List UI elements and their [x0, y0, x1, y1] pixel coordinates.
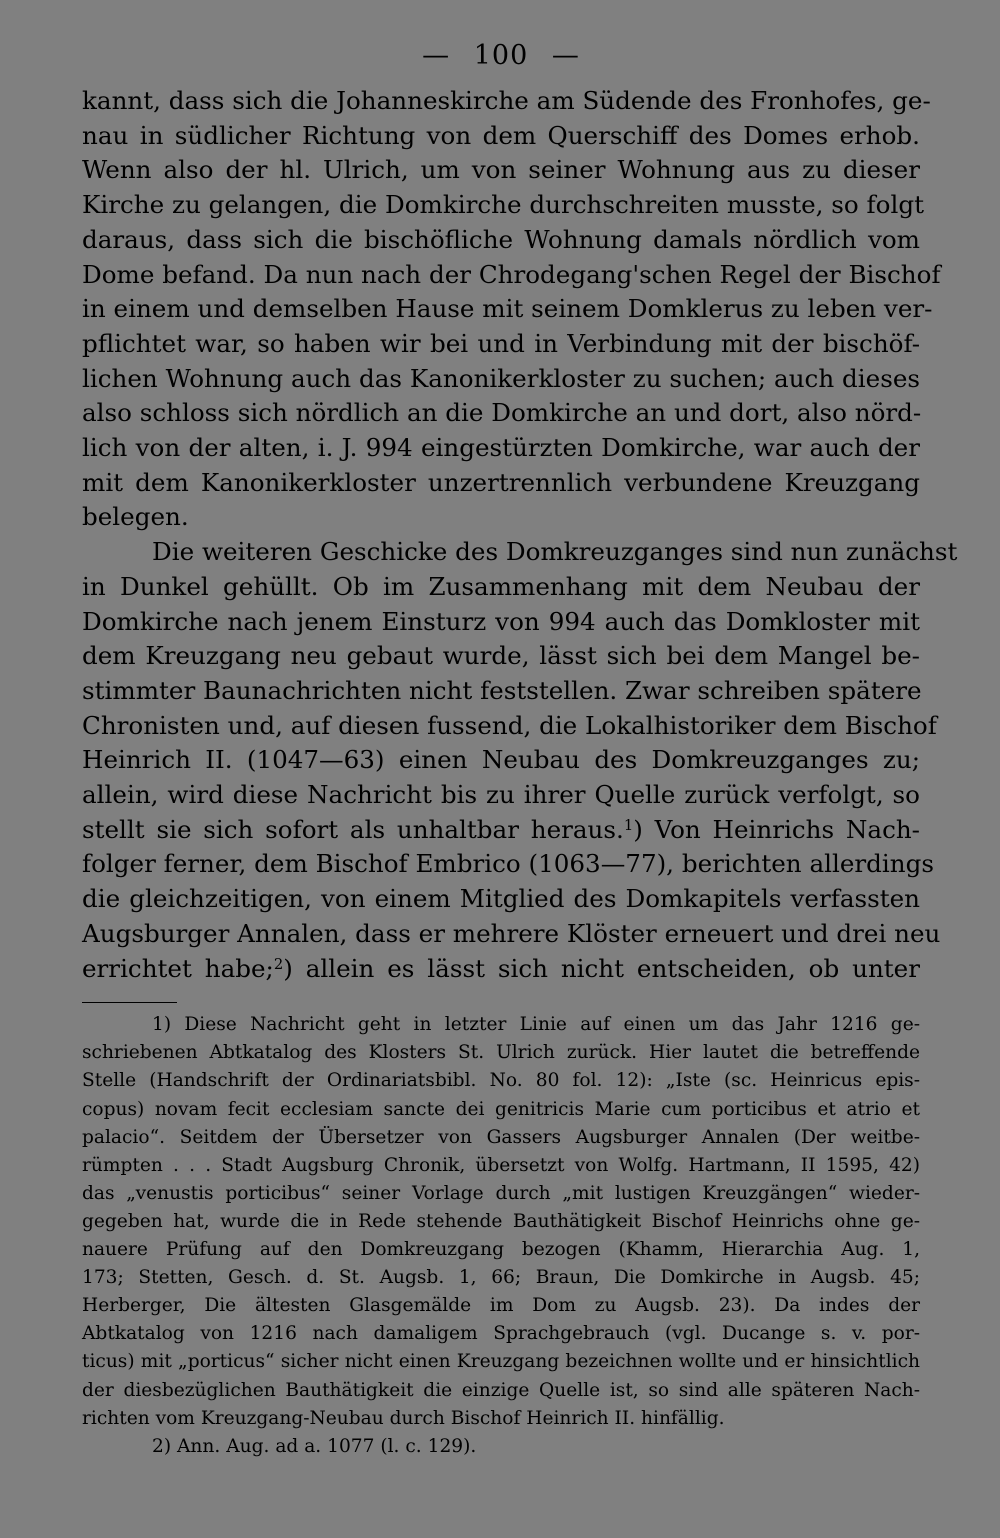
- text-line: folger ferner, dem Bischof Embrico (1063—77), berichten allerdings: [82, 849, 934, 879]
- footnote-line: schriebenen Abtkatalog des Klosters St. Ulrich zurück. Hier lautet die betreffende: [82, 1042, 920, 1064]
- text-line: lichen Wohnung auch das Kanonikerkloster zu suchen; auch dieses: [82, 363, 920, 393]
- text-line: Die weiteren Geschicke des Domkreuzganges sind nun zunächst: [152, 537, 958, 567]
- footnote-line: 173; Stetten, Gesch. d. St. Augsb. 1, 66; Braun, Die Domkirche in Augsb. 45;: [82, 1267, 920, 1289]
- page-number-dash-right: —: [551, 40, 580, 71]
- text-line: allein, wird diese Nachricht bis zu ihrer Quelle zurück verfolgt, so: [82, 780, 920, 810]
- footnote-line: 2) Ann. Aug. ad a. 1077 (l. c. 129).: [152, 1435, 477, 1457]
- page-number-dash-left: —: [422, 40, 451, 71]
- footnote-line: nauere Prüfung auf den Domkreuzgang bezogen (Khamm, Hierarchia Aug. 1,: [82, 1239, 920, 1261]
- text-segment: stellt sie sich sofort als unhaltbar heraus.: [82, 814, 624, 844]
- text-line: Domkirche nach jenem Einsturz von 994 auch das Domkloster mit: [82, 606, 920, 636]
- footnote-line: palacio“. Seitdem der Übersetzer von Gassers Augsburger Annalen (Der weitbe-: [82, 1126, 920, 1148]
- footnote-line: rümpten . . . Stadt Augsburg Chronik, übersetzt von Wolfg. Hartmann, II 1595, 42): [82, 1154, 920, 1176]
- text-segment: errichtet habe;: [82, 953, 274, 983]
- text-line: Heinrich II. (1047—63) einen Neubau des Domkreuzganges zu;: [82, 745, 920, 775]
- text-line: Chronisten und, auf diesen fussend, die Lokalhistoriker dem Bischof: [82, 710, 937, 740]
- footnote-line: ticus) mit „porticus“ sicher nicht einen Kreuzgang bezeichnen wollte und er hinsichtlich: [82, 1351, 920, 1373]
- text-line: lich von der alten, i. J. 994 eingestürzten Domkirche, war auch der: [82, 433, 920, 463]
- page-number: 100: [473, 40, 529, 71]
- footnote-line: 1) Diese Nachricht geht in letzter Linie auf einen um das Jahr 1216 ge-: [152, 1014, 920, 1036]
- text-line: die gleichzeitigen, von einem Mitglied des Domkapitels verfassten: [82, 884, 920, 914]
- footnote-line: Abtkatalog von 1216 nach damaligem Sprachgebrauch (vgl. Ducange s. v. por-: [82, 1323, 920, 1345]
- text-segment: allein es lässt sich nicht entscheiden, ob unter: [305, 953, 920, 983]
- footnote-ref-1: 1: [623, 816, 634, 834]
- footnote-divider: [82, 1002, 177, 1003]
- page-number-line: [82, 40, 920, 72]
- text-line: mit dem Kanonikerkloster unzertrennlich verbundene Kreuzgang: [82, 467, 920, 497]
- footnote-line: Herberger, Die ältesten Glasgemälde im Dom zu Augsb. 23). Da indes der: [82, 1295, 920, 1317]
- text-line: Wenn also der hl. Ulrich, um von seiner Wohnung aus zu dieser: [82, 155, 920, 185]
- text-line: belegen.: [82, 502, 189, 532]
- text-line: Kirche zu gelangen, die Domkirche durchschreiten musste, so folgt: [82, 190, 924, 220]
- text-line: stimmter Baunachrichten nicht feststellen. Zwar schreiben spätere: [82, 675, 922, 705]
- text-line: also schloss sich nördlich an die Domkirche an und dort, also nörd-: [82, 398, 922, 428]
- footnote-line: gegeben hat, wurde die in Rede stehende Bauthätigkeit Bischof Heinrichs ohne ge-: [82, 1210, 920, 1232]
- footnotes: [82, 1011, 920, 1461]
- footnote-line: richten vom Kreuzgang-Neubau durch Bischof Heinrich II. hinfällig.: [82, 1407, 725, 1429]
- text-line: Dome befand. Da nun nach der Chrodegang'schen Regel der Bischof: [82, 259, 941, 289]
- text-line: in Dunkel gehüllt. Ob im Zusammenhang mit dem Neubau der: [82, 571, 920, 601]
- text-line: daraus, dass sich die bischöfliche Wohnung damals nördlich vom: [82, 224, 920, 254]
- text-line: kannt, dass sich die Johanneskirche am Südende des Fronhofes, ge-: [82, 86, 931, 115]
- footnote-ref-2: 2: [273, 955, 284, 973]
- footnote-line: copus) novam fecit ecclesiam sancte dei genitricis Marie cum porticibus et atrio et: [82, 1098, 920, 1120]
- text-line: nau in südlicher Richtung von dem Querschiff des Domes erhob.: [82, 120, 920, 150]
- footnote-line: der diesbezüglichen Bauthätigkeit die einzige Quelle ist, so sind alle späteren Nach-: [82, 1379, 920, 1401]
- text-line: pflichtet war, so haben wir bei und in Verbindung mit der bischöf-: [82, 328, 920, 358]
- text-segment: Von Heinrichs Nach-: [654, 814, 920, 844]
- main-text: [82, 84, 958, 986]
- text-line-with-note: errichtet habe;$^2$) allein es lässt sich nicht entscheiden, ob unter: [82, 953, 920, 983]
- text-line-with-note: stellt sie sich sofort als unhaltbar heraus.$^1$) Von Heinrichs Nach-: [82, 814, 920, 844]
- text-line: dem Kreuzgang neu gebaut wurde, lässt sich bei dem Mangel be-: [82, 641, 920, 671]
- footnote-line: das „venustis porticibus“ seiner Vorlage durch „mit lustigen Kreuzgängen“ wieder-: [82, 1182, 920, 1204]
- text-line: Augsburger Annalen, dass er mehrere Klöster erneuert und drei neu: [82, 918, 941, 948]
- text-line: in einem und demselben Hause mit seinem Domklerus zu leben ver-: [82, 294, 933, 324]
- footnote-line: Stelle (Handschrift der Ordinariatsbibl. No. 80 fol. 12): „Iste (sc. Heinricus epis-: [82, 1070, 920, 1092]
